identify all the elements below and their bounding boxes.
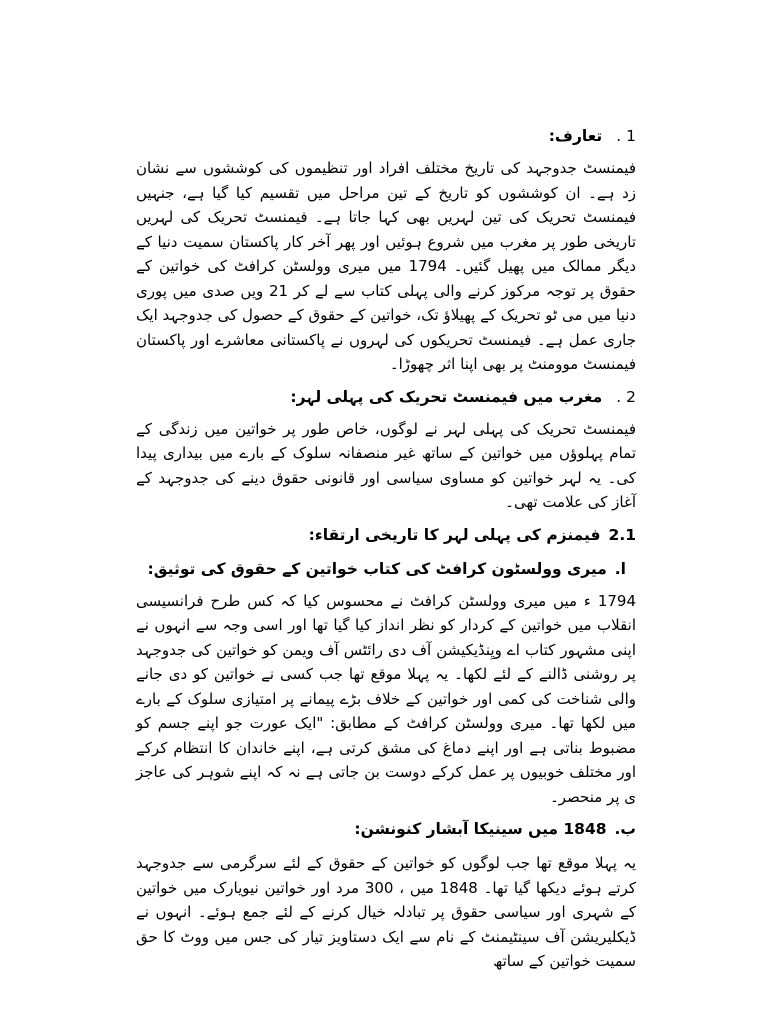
section-number: 1 . <box>616 127 636 145</box>
section-heading-first-wave <box>136 383 636 411</box>
section-number: 2.1 <box>608 525 636 544</box>
section-title: 1848 میں سینیکا آبشار کنونشن: <box>354 820 607 838</box>
paragraph-first-wave: فیمنسٹ تحریک کی پہلی لہر نے لوگوں، خاص طور پر خواتین میں زندگی کے تمام پہلوؤں میں خواتین کے ساتھ غیر منصفانہ سلوک کے بارے میں بیداری پیدا کی۔ یہ لہر خواتین کو مساوی سیاسی اور قانونی حقوق دینے کی جدوجہد کے آغاز کی علامت تھی۔ <box>136 419 636 511</box>
paragraph-intro: فیمنسٹ جدوجہد کی تاریخ مختلف افراد اور تنظیموں کی کوششوں سے نشان زد ہے۔ ان کوششوں کو تاریخ کے تین مراحل میں تقسیم کیا گیا ہے، جنہیں فیمنسٹ تحریک کی تین لہریں بھی کہا جاتا ہے۔ فیمنسٹ تحریک کی لہریں تاریخی طور پر مغرب میں شروع ہوئیں اور پھر آخر کار پاکستان سمیت دنیا کے دیگر ممالک میں پھیل گئیں۔ 1794 میں میری وولسٹن کرافٹ کی خواتین کے حقوق پر توجہ مرکوز کرنے والی پہلی کتاب سے لے کر 21 ویں صدی میں پوری دنیا میں می ٹو تحریک کے پھیلاؤ تک، خواتین کے حقوق کے حصول کی جدوجہد ایک جاری عمل ہے۔ فیمنسٹ تحریکوں کی لہروں نے پاکستانی معاشرے اور پاکستان فیمنسٹ موومنٹ پر بھی اپنا اثر چھوڑا۔ <box>136 159 636 373</box>
section-number: ب. <box>614 820 636 838</box>
section-title: مغرب میں فیمنسٹ تحریک کی پہلی لہر: <box>290 387 603 406</box>
paragraph-seneca: یہ پہلا موقع تھا جب لوگوں کو خواتین کے حقوق کے لئے سرگرمی سے جدوجہد کرتے ہوئے دیکھا گیا تھا۔ 1848 میں ، 300 مرد اور خواتین نیویارک میں خواتین کے شہری اور سیاسی حقوق پر تبادلہ خیال کرنے کے لئے جمع ہوئے۔ انہوں نے ڈیکلیریشن آف سینٹیمنٹ کے نام سے ایک دستاویز تیار کی جس میں ووٹ کا حق سمیت خواتین کے ساتھ <box>136 854 636 970</box>
section-title: میری وولسٹون کرافٹ کی کتاب خواتین کے حقوق کی توثیق: <box>147 559 607 578</box>
section-number: 2 . <box>616 387 636 406</box>
section-heading-history <box>136 521 636 549</box>
section-title: فیمنزم کی پہلی لہر کا تاریخی ارتقاء: <box>308 525 601 544</box>
section-heading-seneca <box>136 815 636 843</box>
paragraph-wollstonecraft: 1794 ء میں میری وولسٹن کرافٹ نے محسوس کیا کہ کس طرح فرانسیسی انقلاب میں خواتین کے کردار کو نظر انداز کیا گیا تھا اور اسی وجہ سے انہوں نے اپنی مشہور کتاب اے ویِنڈیکیشن آف دی رائٹس آف ویمن کو خواتین کی جدوجہد پر روشنی ڈالنے کے لئے لکھا۔ یہ پہلا موقع تھا جب کسی نے خواتین کو دی جانے والی شناخت کی کمی اور خواتین کے خلاف بڑے پیمانے پر امتیازی سلوک کے بارے میں لکھا تھا۔ میری وولسٹن کرافٹ کے مطابق: "ایک عورت جو اپنے جسم کو مضبوط بناتی ہے اور اپنے دماغ کی مشق کرتی ہے، اپنے خاندان کا انتظام کرکے اور مختلف خوبیوں پر عمل کرکے دوست بن جاتی ہے نہ کہ اپنے شوہر کی عاجز ی پر منحصر۔ <box>136 591 636 806</box>
section-number: ا. <box>614 559 626 578</box>
section-title: تعارف: <box>548 127 603 145</box>
section-heading-wollstonecraft <box>136 555 636 583</box>
document-content <box>136 122 636 980</box>
section-heading-intro <box>136 122 636 150</box>
